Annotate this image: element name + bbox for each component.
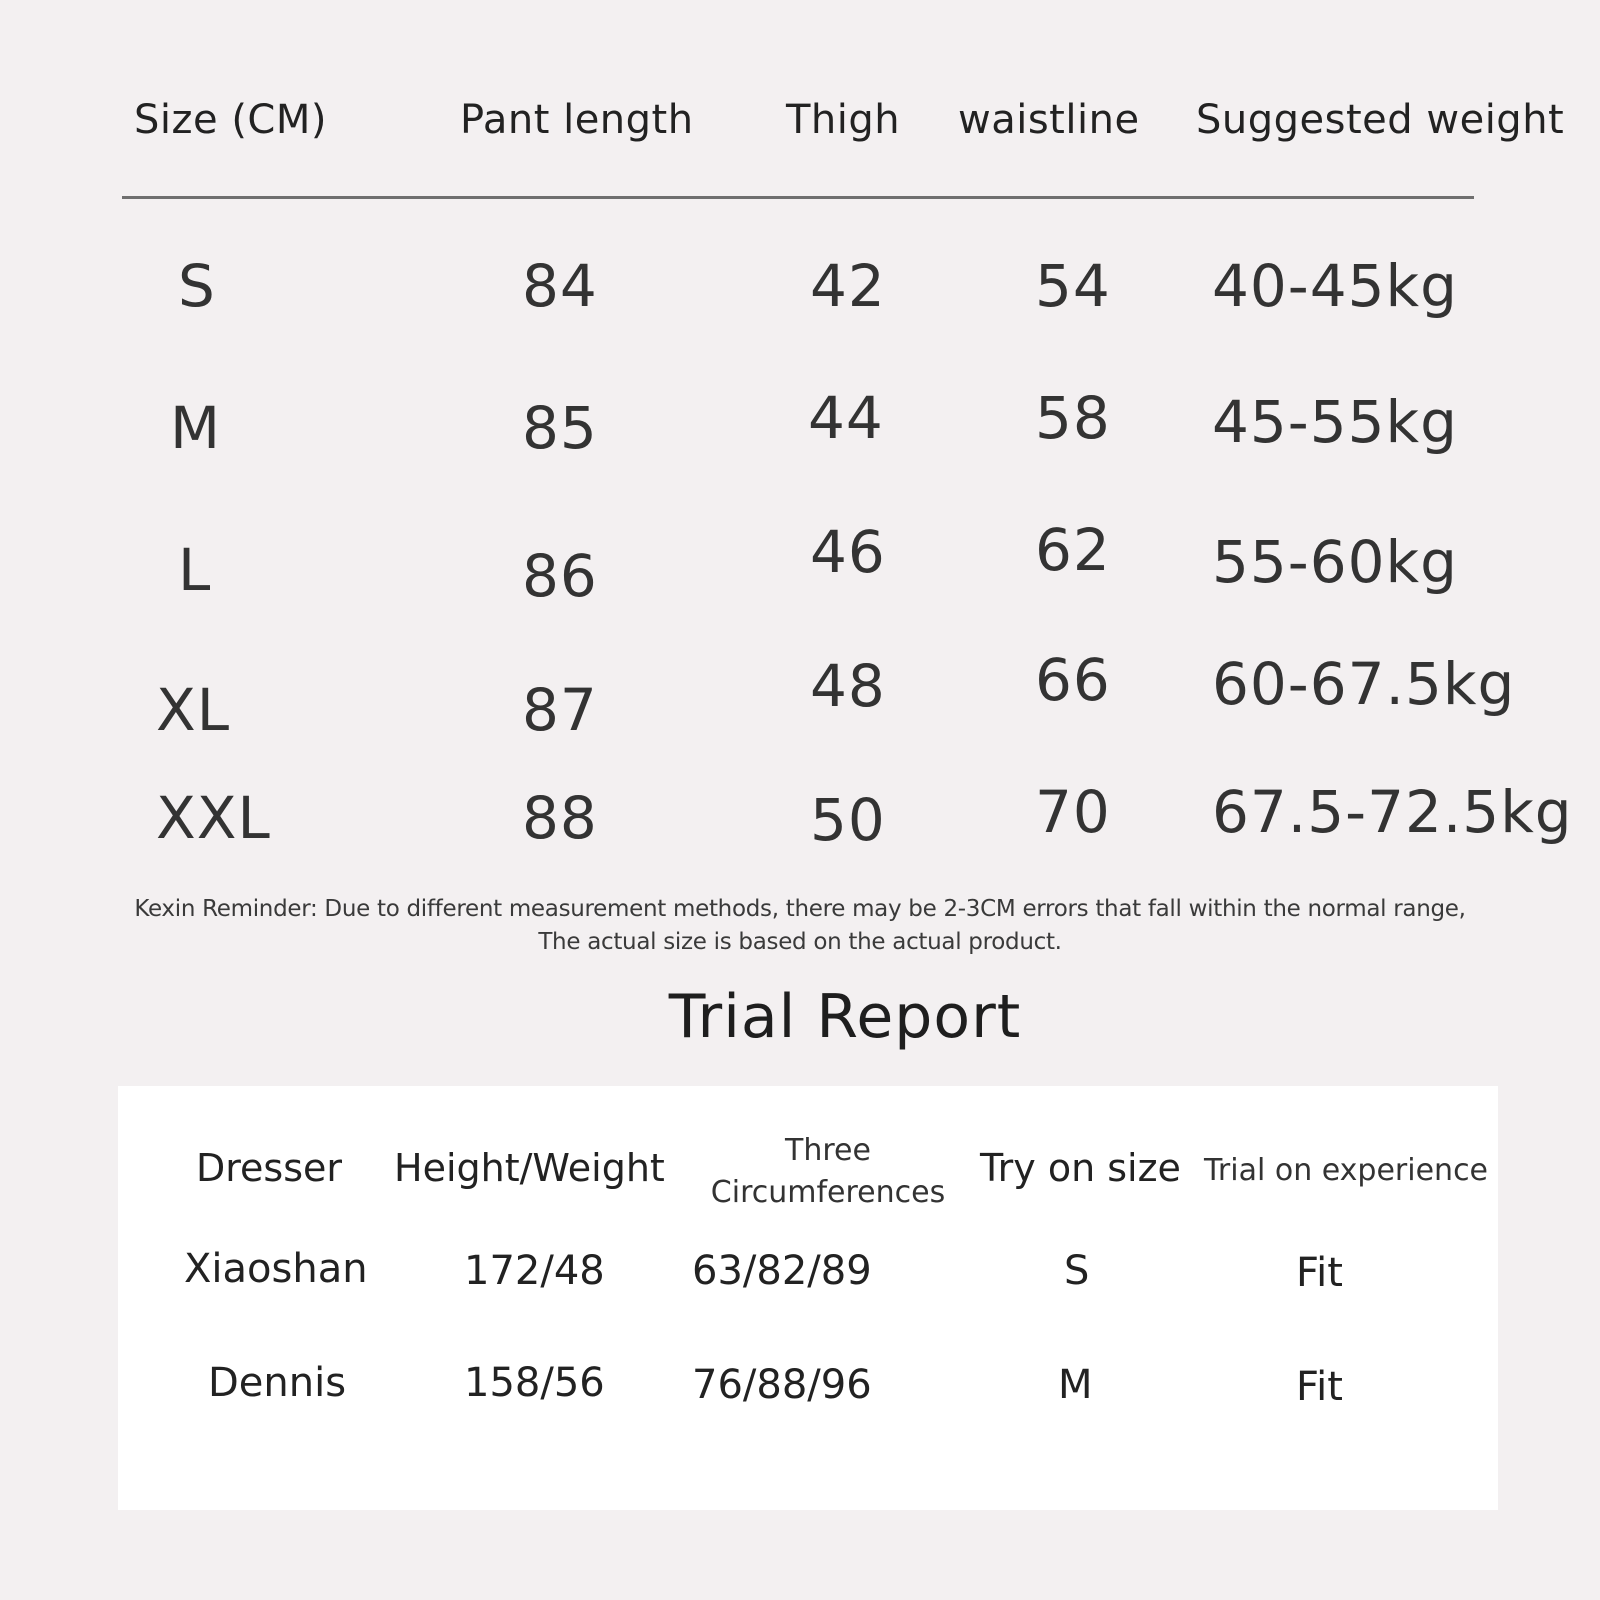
waistline-cell: 70 bbox=[1035, 778, 1111, 846]
thigh-cell: 42 bbox=[810, 252, 886, 320]
waistline-cell: 58 bbox=[1035, 384, 1111, 452]
reminder-line-1: Kexin Reminder: Due to different measurement methods, there may be 2-3CM errors that fall within the normal range, bbox=[134, 896, 1466, 922]
trial-cell-experience: Fit bbox=[1296, 1364, 1343, 1410]
pant-length-cell: 88 bbox=[522, 784, 598, 852]
trial-cell-dresser: Xiaoshan bbox=[184, 1246, 368, 1292]
thigh-cell: 44 bbox=[808, 384, 884, 452]
pant-length-cell: 86 bbox=[522, 542, 598, 610]
trial-cell-dresser: Dennis bbox=[208, 1360, 347, 1406]
pant-length-cell: 87 bbox=[522, 676, 598, 744]
trial-cell-size: M bbox=[1058, 1362, 1093, 1408]
size-cell: XL bbox=[156, 676, 231, 744]
trial-report-panel bbox=[118, 1086, 1498, 1510]
waistline-cell: 62 bbox=[1035, 516, 1111, 584]
reminder-line-2: The actual size is based on the actual product. bbox=[538, 929, 1062, 955]
weight-cell: 67.5-72.5kg bbox=[1212, 778, 1573, 846]
trial-report-title: Trial Report bbox=[668, 982, 1022, 1052]
weight-cell: 55-60kg bbox=[1212, 528, 1458, 596]
trial-header-dresser: Dresser bbox=[196, 1146, 343, 1190]
header-thigh: Thigh bbox=[786, 97, 901, 143]
pant-length-cell: 85 bbox=[522, 394, 598, 462]
trial-header-three-circumferences bbox=[698, 1130, 958, 1214]
trial-header-try-on-size: Try on size bbox=[980, 1146, 1181, 1190]
trial-header-three-line1: Three bbox=[785, 1133, 871, 1168]
weight-cell: 60-67.5kg bbox=[1212, 650, 1516, 718]
trial-cell-experience: Fit bbox=[1296, 1250, 1343, 1296]
weight-cell: 40-45kg bbox=[1212, 252, 1458, 320]
thigh-cell: 46 bbox=[810, 518, 886, 586]
waistline-cell: 66 bbox=[1035, 646, 1111, 714]
trial-cell-height-weight: 172/48 bbox=[464, 1248, 605, 1294]
header-divider bbox=[122, 196, 1474, 199]
trial-cell-three-circumferences: 63/82/89 bbox=[692, 1248, 872, 1294]
trial-cell-height-weight: 158/56 bbox=[464, 1360, 605, 1406]
header-pant-length: Pant length bbox=[460, 97, 694, 143]
pant-length-cell: 84 bbox=[522, 252, 598, 320]
trial-header-height-weight: Height/Weight bbox=[394, 1146, 665, 1190]
trial-header-three-line2: Circumferences bbox=[710, 1175, 946, 1210]
header-waistline: waistline bbox=[958, 97, 1140, 143]
trial-header-experience: Trial on experience bbox=[1204, 1153, 1489, 1188]
size-cell: L bbox=[178, 536, 212, 604]
thigh-cell: 48 bbox=[810, 652, 886, 720]
header-suggested-weight: Suggested weight bbox=[1196, 97, 1565, 143]
size-cell: XXL bbox=[156, 784, 271, 852]
trial-cell-size: S bbox=[1064, 1248, 1090, 1294]
size-cell: S bbox=[178, 252, 216, 320]
waistline-cell: 54 bbox=[1035, 252, 1111, 320]
header-size: Size (CM) bbox=[134, 97, 327, 143]
size-cell: M bbox=[170, 394, 222, 462]
trial-cell-three-circumferences: 76/88/96 bbox=[692, 1362, 872, 1408]
weight-cell: 45-55kg bbox=[1212, 388, 1458, 456]
thigh-cell: 50 bbox=[810, 786, 886, 854]
